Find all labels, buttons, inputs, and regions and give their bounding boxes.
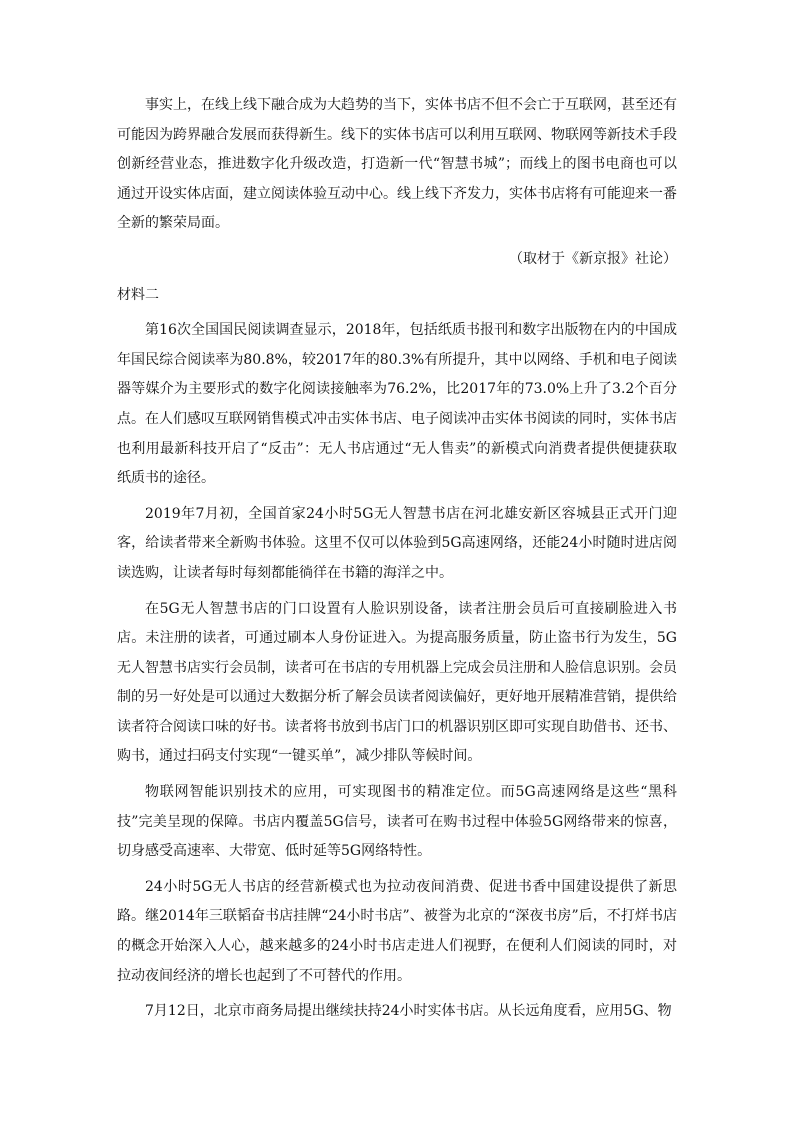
paragraph-face-recognition: 在5G无人智慧书店的门口设置有人脸识别设备，读者注册会员后可直接刷脸进入书店。未注册的读者，可通过刷本人身份证进入。为提高服务质量，防止盗书行为发生，5G无人智慧书店实行会员制，读者可在书店的专用机器上完成会员注册和人脸信息识别。会员制的另一好处是可以通过大数据分析了解会员读者阅读偏好，更好地开展精准营销，提供给读者符合阅读口味的好书。读者将书放到书店门口的机器识别区即可实现自助借书、还书、购书，通过扫码支付实现“一键买单”，减少排队等候时间。 <box>117 600 677 765</box>
paragraph-beijing-support: 7月12日，北京市商务局提出继续扶持24小时实体书店。从长远角度看，应用5G、物 <box>145 1003 672 1020</box>
source-citation: （取材于《新京报》社论） <box>509 250 677 267</box>
document-body <box>117 91 677 1033</box>
paragraph-first-5g-bookstore: 2019年7月初，全国首家24小时5G无人智慧书店在河北雄安新区容城县正式开门迎客，给读者带来全新购书体验。这里不仅可以体验到5G高速网络，还能24小时随时进店阅读选购，让读者每时每刻都能徜徉在书籍的海洋之中。 <box>117 505 677 581</box>
paragraph-night-economy: 24小时5G无人书店的经营新模式也为拉动夜间消费、促进书香中国建设提供了新思路。继2014年三联韬奋书店挂牌“24小时书店”、被誉为北京的“深夜书房”后，不打烊书店的概念开始深入人心，越来越多的24小时书店走进人们视野，在便利人们阅读的同时，对拉动夜间经济的增长也起到了不可替代的作用。 <box>117 878 677 984</box>
paragraph-iot-5g: 物联网智能识别技术的应用，可实现图书的精准定位。而5G高速网络是这些“黑科技”完美呈现的保障。书店内覆盖5G信号，读者可在购书过程中体验5G网络带来的惊喜，切身感受高速率、大带宽、低时延等5G网络特性。 <box>117 784 677 860</box>
paragraph-reading-survey: 第16次全国国民阅读调查显示，2018年，包括纸质书报刊和数字出版物在内的中国成年国民综合阅读率为80.8%，较2017年的80.3%有所提升，其中以网络、手机和电子阅读器等媒介为主要形式的数字化阅读接触率为76.2%，比2017年的73.0%上升了3.2个百分点。在人们感叹互联网销售模式冲击实体书店、电子阅读冲击实体书阅读的同时，实体书店也利用最新科技开启了“反击”：无人书店通过“无人售卖”的新模式向消费者提供便捷获取纸质书的途径。 <box>117 322 677 487</box>
section-heading-material-two: 材料二 <box>117 286 159 303</box>
paragraph-online-offline-integration: 事实上，在线上线下融合成为大趋势的当下，实体书店不但不会亡于互联网，甚至还有可能因为跨界融合发展而获得新生。线下的实体书店可以利用互联网、物联网等新技术手段创新经营业态，推进数字化升级改造，打造新一代“智慧书城”；而线上的图书电商也可以通过开设实体店面，建立阅读体验互动中心。线上线下齐发力，实体书店将有可能迎来一番全新的繁荣局面。 <box>117 97 677 232</box>
